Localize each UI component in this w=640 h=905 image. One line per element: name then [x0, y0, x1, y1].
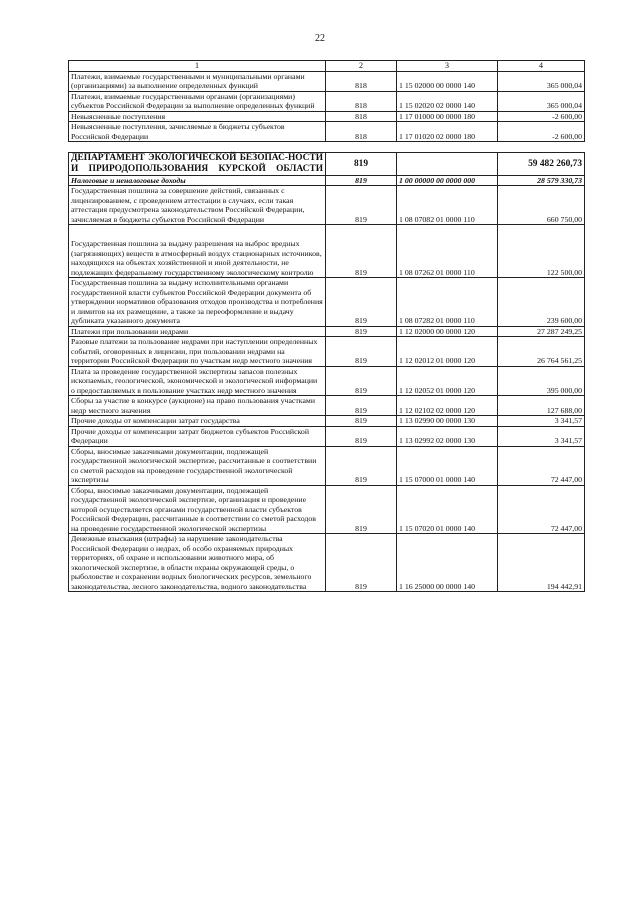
cell-name: Государственная пошлина за выдачу исполнительными органами государственной власти субъектов Российской Федерации документа об утверждении нормативов образования отходов производства и потребления и лимитов на их размещение, а также за переоформление и выдачу дубликата указанного документа: [69, 278, 326, 327]
column-header-revenue-code: 3: [397, 61, 498, 72]
cell-admin-code: 818: [326, 71, 397, 91]
cell-admin-code: 819: [326, 337, 397, 367]
cell-amount: -2 600,00: [498, 122, 585, 142]
table-row: [69, 534, 585, 592]
cell-amount: 3 341,57: [498, 416, 585, 427]
cell-name: ДЕПАРТАМЕНТ ЭКОЛОГИЧЕСКОЙ БЕЗОПАС-НОСТИ И ПРИРОДОПОЛЬЗОВАНИЯ КУРСКОЙ ОБЛАСТИ: [69, 153, 326, 176]
subtotal-row: [69, 175, 585, 186]
cell-amount: 72 447,00: [498, 485, 585, 534]
table-row: [69, 111, 585, 122]
cell-amount: 59 482 260,73: [498, 153, 585, 176]
table-row: [69, 396, 585, 416]
cell-admin-code: 819: [326, 396, 397, 416]
cell-amount: 27 287 249,25: [498, 326, 585, 337]
cell-admin-code: 819: [326, 446, 397, 485]
cell-revenue-code: 1 08 07262 01 0000 110: [397, 225, 498, 278]
cell-revenue-code: 1 13 02992 02 0000 130: [397, 426, 498, 446]
page-number: 22: [315, 33, 325, 44]
cell-name: Платежи при пользовании недрами: [69, 326, 326, 337]
cell-amount: 28 579 330,73: [498, 175, 585, 186]
column-header-admin-code: 2: [326, 61, 397, 72]
cell-admin-code: 819: [326, 326, 397, 337]
cell-admin-code: 819: [326, 534, 397, 592]
cell-amount: 365 000,04: [498, 71, 585, 91]
cell-revenue-code: 1 08 07282 01 0000 110: [397, 278, 498, 327]
department-row: [69, 153, 585, 176]
cell-revenue-code: 1 16 25000 00 0000 140: [397, 534, 498, 592]
cell-name: Платежи, взимаемые государственными и муниципальными органами (организациями) за выполнение определенных функций: [69, 71, 326, 91]
table-row: [69, 122, 585, 142]
table-header-row: [69, 61, 585, 72]
table-body: [69, 71, 585, 592]
cell-admin-code: 819: [326, 366, 397, 396]
cell-name: Государственная пошлина за совершение действий, связанных с лицензированием, с проведением аттестации в случаях, если такая аттестация предусмотрена законодательством Российской Федерации, зачисляемая в бюджеты субъектов Российской Федерации: [69, 186, 326, 225]
cell-name: Прочие доходы от компенсации затрат бюджетов субъектов Российской Федерации: [69, 426, 326, 446]
table-row: [69, 186, 585, 225]
cell-name: Денежные взыскания (штрафы) за нарушение законодательства Российской Федерации о недрах, об особо охраняемых природных территориях, об охране и использовании животного мира, об экологической экспертизе, в области охраны окружающей среды, о рыболовстве и сохранении водных биологических ресурсов, земельного законодательства, лесного законодательства, водного законодательства: [69, 534, 326, 592]
table-row: [69, 426, 585, 446]
budget-revenue-table: [68, 60, 585, 592]
cell-name: Разовые платежи за пользование недрами при наступлении определенных событий, оговоренных в лицензии, при пользовании недрами на территории Российской Федерации по участкам недр местного значения: [69, 337, 326, 367]
cell-revenue-code: 1 17 01020 02 0000 180: [397, 122, 498, 142]
cell-name: Налоговые и неналоговые доходы: [69, 175, 326, 186]
column-header-amount: 4: [498, 61, 585, 72]
cell-admin-code: 819: [326, 426, 397, 446]
cell-revenue-code: 1 12 02102 02 0000 120: [397, 396, 498, 416]
table-row: [69, 71, 585, 91]
column-header-name: 1: [69, 61, 326, 72]
cell-amount: 365 000,04: [498, 91, 585, 111]
cell-amount: -2 600,00: [498, 111, 585, 122]
table-spacer-row: [69, 142, 585, 153]
table-row: [69, 416, 585, 427]
cell-name: Сборы, вносимые заказчиками документации, подлежащей государственной экологической экспертизе, рассчитанные в соответствии со сметой расходов на проведение государственной экологической экспертизы: [69, 446, 326, 485]
cell-revenue-code: 1 12 02000 00 0000 120: [397, 326, 498, 337]
table-row: [69, 326, 585, 337]
cell-name: Прочие доходы от компенсации затрат государства: [69, 416, 326, 427]
cell-amount: 194 442,91: [498, 534, 585, 592]
cell-revenue-code: 1 12 02012 01 0000 120: [397, 337, 498, 367]
cell-name: Сборы, вносимые заказчиками документации, подлежащей государственной экологической экспертизе, организация и проведение которой осуществляется органами государственной власти субъектов Российской Федерации, рассчитанные в соответствии со сметой расходов на проведение государственной экологической экспертизы: [69, 485, 326, 534]
cell-amount: 3 341,57: [498, 426, 585, 446]
cell-revenue-code: 1 15 07000 01 0000 140: [397, 446, 498, 485]
spacer-cell: [69, 142, 585, 153]
cell-amount: 239 600,00: [498, 278, 585, 327]
cell-amount: 26 764 561,25: [498, 337, 585, 367]
cell-revenue-code: 1 13 02990 00 0000 130: [397, 416, 498, 427]
cell-amount: 660 750,00: [498, 186, 585, 225]
table-row: [69, 91, 585, 111]
table-row: [69, 366, 585, 396]
cell-amount: 72 447,00: [498, 446, 585, 485]
cell-revenue-code: [397, 153, 498, 176]
table-row: [69, 485, 585, 534]
cell-admin-code: 818: [326, 91, 397, 111]
cell-revenue-code: 1 12 02052 01 0000 120: [397, 366, 498, 396]
cell-name: Плата за проведение государственной экспертизы запасов полезных ископаемых, геологической, экономической и экологической информации о предоставляемых в пользование участках недр местного значения: [69, 366, 326, 396]
cell-admin-code: 818: [326, 122, 397, 142]
cell-admin-code: 819: [326, 485, 397, 534]
table-row: [69, 278, 585, 327]
table-row: [69, 337, 585, 367]
cell-revenue-code: 1 15 02020 02 0000 140: [397, 91, 498, 111]
cell-name: Платежи, взимаемые государственными органами (организациями) субъектов Российской Федерации за выполнение определенных функций: [69, 91, 326, 111]
cell-amount: 395 000,00: [498, 366, 585, 396]
table-row: [69, 225, 585, 278]
cell-revenue-code: 1 15 02000 00 0000 140: [397, 71, 498, 91]
cell-revenue-code: 1 15 07020 01 0000 140: [397, 485, 498, 534]
cell-admin-code: 819: [326, 416, 397, 427]
cell-admin-code: 819: [326, 186, 397, 225]
cell-revenue-code: 1 17 01000 00 0000 180: [397, 111, 498, 122]
cell-admin-code: 819: [326, 175, 397, 186]
cell-admin-code: 818: [326, 111, 397, 122]
cell-revenue-code: 1 08 07082 01 0000 110: [397, 186, 498, 225]
cell-amount: 122 500,00: [498, 225, 585, 278]
table-row: [69, 446, 585, 485]
cell-name: Государственная пошлина за выдачу разрешения на выброс вредных (загрязняющих) веществ в атмосферный воздух стационарных источников, находящихся на объектах хозяйственной и иной деятельности, не подлежащих федеральному государственному экологическому контролю: [69, 225, 326, 278]
cell-name: Невыясненные поступления: [69, 111, 326, 122]
cell-admin-code: 819: [326, 225, 397, 278]
cell-name: Невыясненные поступления, зачисляемые в бюджеты субъектов Российской Федерации: [69, 122, 326, 142]
cell-admin-code: 819: [326, 278, 397, 327]
cell-admin-code: 819: [326, 153, 397, 176]
cell-amount: 127 688,00: [498, 396, 585, 416]
cell-revenue-code: 1 00 00000 00 0000 000: [397, 175, 498, 186]
cell-name: Сборы за участие в конкурсе (аукционе) на право пользования участками недр местного значения: [69, 396, 326, 416]
